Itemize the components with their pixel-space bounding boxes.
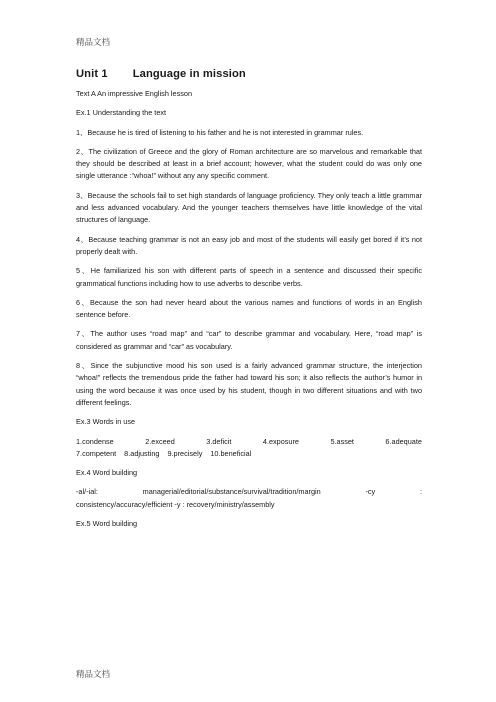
ex3-item: 10.beneficial [210,448,252,458]
page-footer-mark: 精品文档 [76,670,111,680]
answer-8: 8、Since the subjunctive mood his son used is a fairly advanced grammar structure, the interjection “whoa!” reflects the tremendous pride the father had toward his son; it also reflects the author’s humor in using the word because it was once used by his student, though in two different situations and with two different feelings. [76,361,422,407]
unit-number: Unit 1 [76,68,108,80]
text-a-heading: Text A An impressive English lesson [76,89,192,98]
ex3-item: 3.deficit [206,436,232,446]
ex4-row-1 [76,486,422,498]
page-header-mark: 精品文档 [76,38,111,48]
ex1-heading: Ex.1 Understanding the text [76,108,167,118]
answer-4: 4、Because teaching grammar is not an easy job and most of the students will easily get bored if it’s not properly dealt with. [76,234,422,256]
answer-6: 6、Because the son had never heard about the various names and functions of words in an English sentence before. [76,297,422,320]
answer-3: 3、Because the schools fail to set high standards of language proficiency. They only teach a little grammar and less advanced vocabulary. And the younger teachers themselves have little knowledge of the vital structures of language. [76,190,422,225]
ex3-heading: Ex.3 Words in use [76,417,136,427]
ex4-row-2: consistency/accuracy/efficient -y : recovery/ministry/assembly [76,499,275,509]
ex3-item: 5.asset [330,436,354,446]
ex4-item: -al/-ial: [76,487,98,497]
ex4-heading: Ex.4 Word building [76,468,138,478]
ex3-row-1 [76,436,422,448]
ex3-item: 8.adjusting [124,448,160,458]
ex3-item: 2.exceed [145,436,175,446]
ex4-item: managerial/editorial/substance/survival/tradition/margin [142,487,321,497]
ex3-answers [76,436,422,461]
ex4-item: -cy [365,487,376,497]
ex3-item: 1.condense [76,436,114,446]
unit-title [76,68,422,80]
answer-1: 1、Because he is tired of listening to his father and he is not interested in grammar rules. [76,127,364,137]
ex3-item: 7.competent [76,448,117,458]
answer-5: 5、He familiarized his son with different parts of speech in a sentence and discussed their specific grammatical functions including how to use adverbs to describe verbs. [76,266,422,288]
unit-name: Language in mission [132,68,246,80]
ex4-item: : [419,487,422,497]
ex5-heading: Ex.5 Word building [76,519,138,529]
answer-2: 2、The civilization of Greece and the glory of Roman architecture are so marvelous and remarkable that they should be described at least in a brief account; however, what the student could do was only one single utterance :“whoa!” without any any specific comment. [76,146,422,181]
ex3-item: 4.exposure [262,436,299,446]
document-body [76,68,422,537]
ex3-item: 9.precisely [167,448,203,458]
ex3-item: 6.adequate [385,436,422,446]
answer-7: 7、The author uses “road map” and “car” to describe grammar and vocabulary. Here, “road map” is considered as grammar and “car” as vocabulary. [76,329,422,351]
ex3-row-2 [76,448,422,460]
ex4-answers [76,486,422,511]
